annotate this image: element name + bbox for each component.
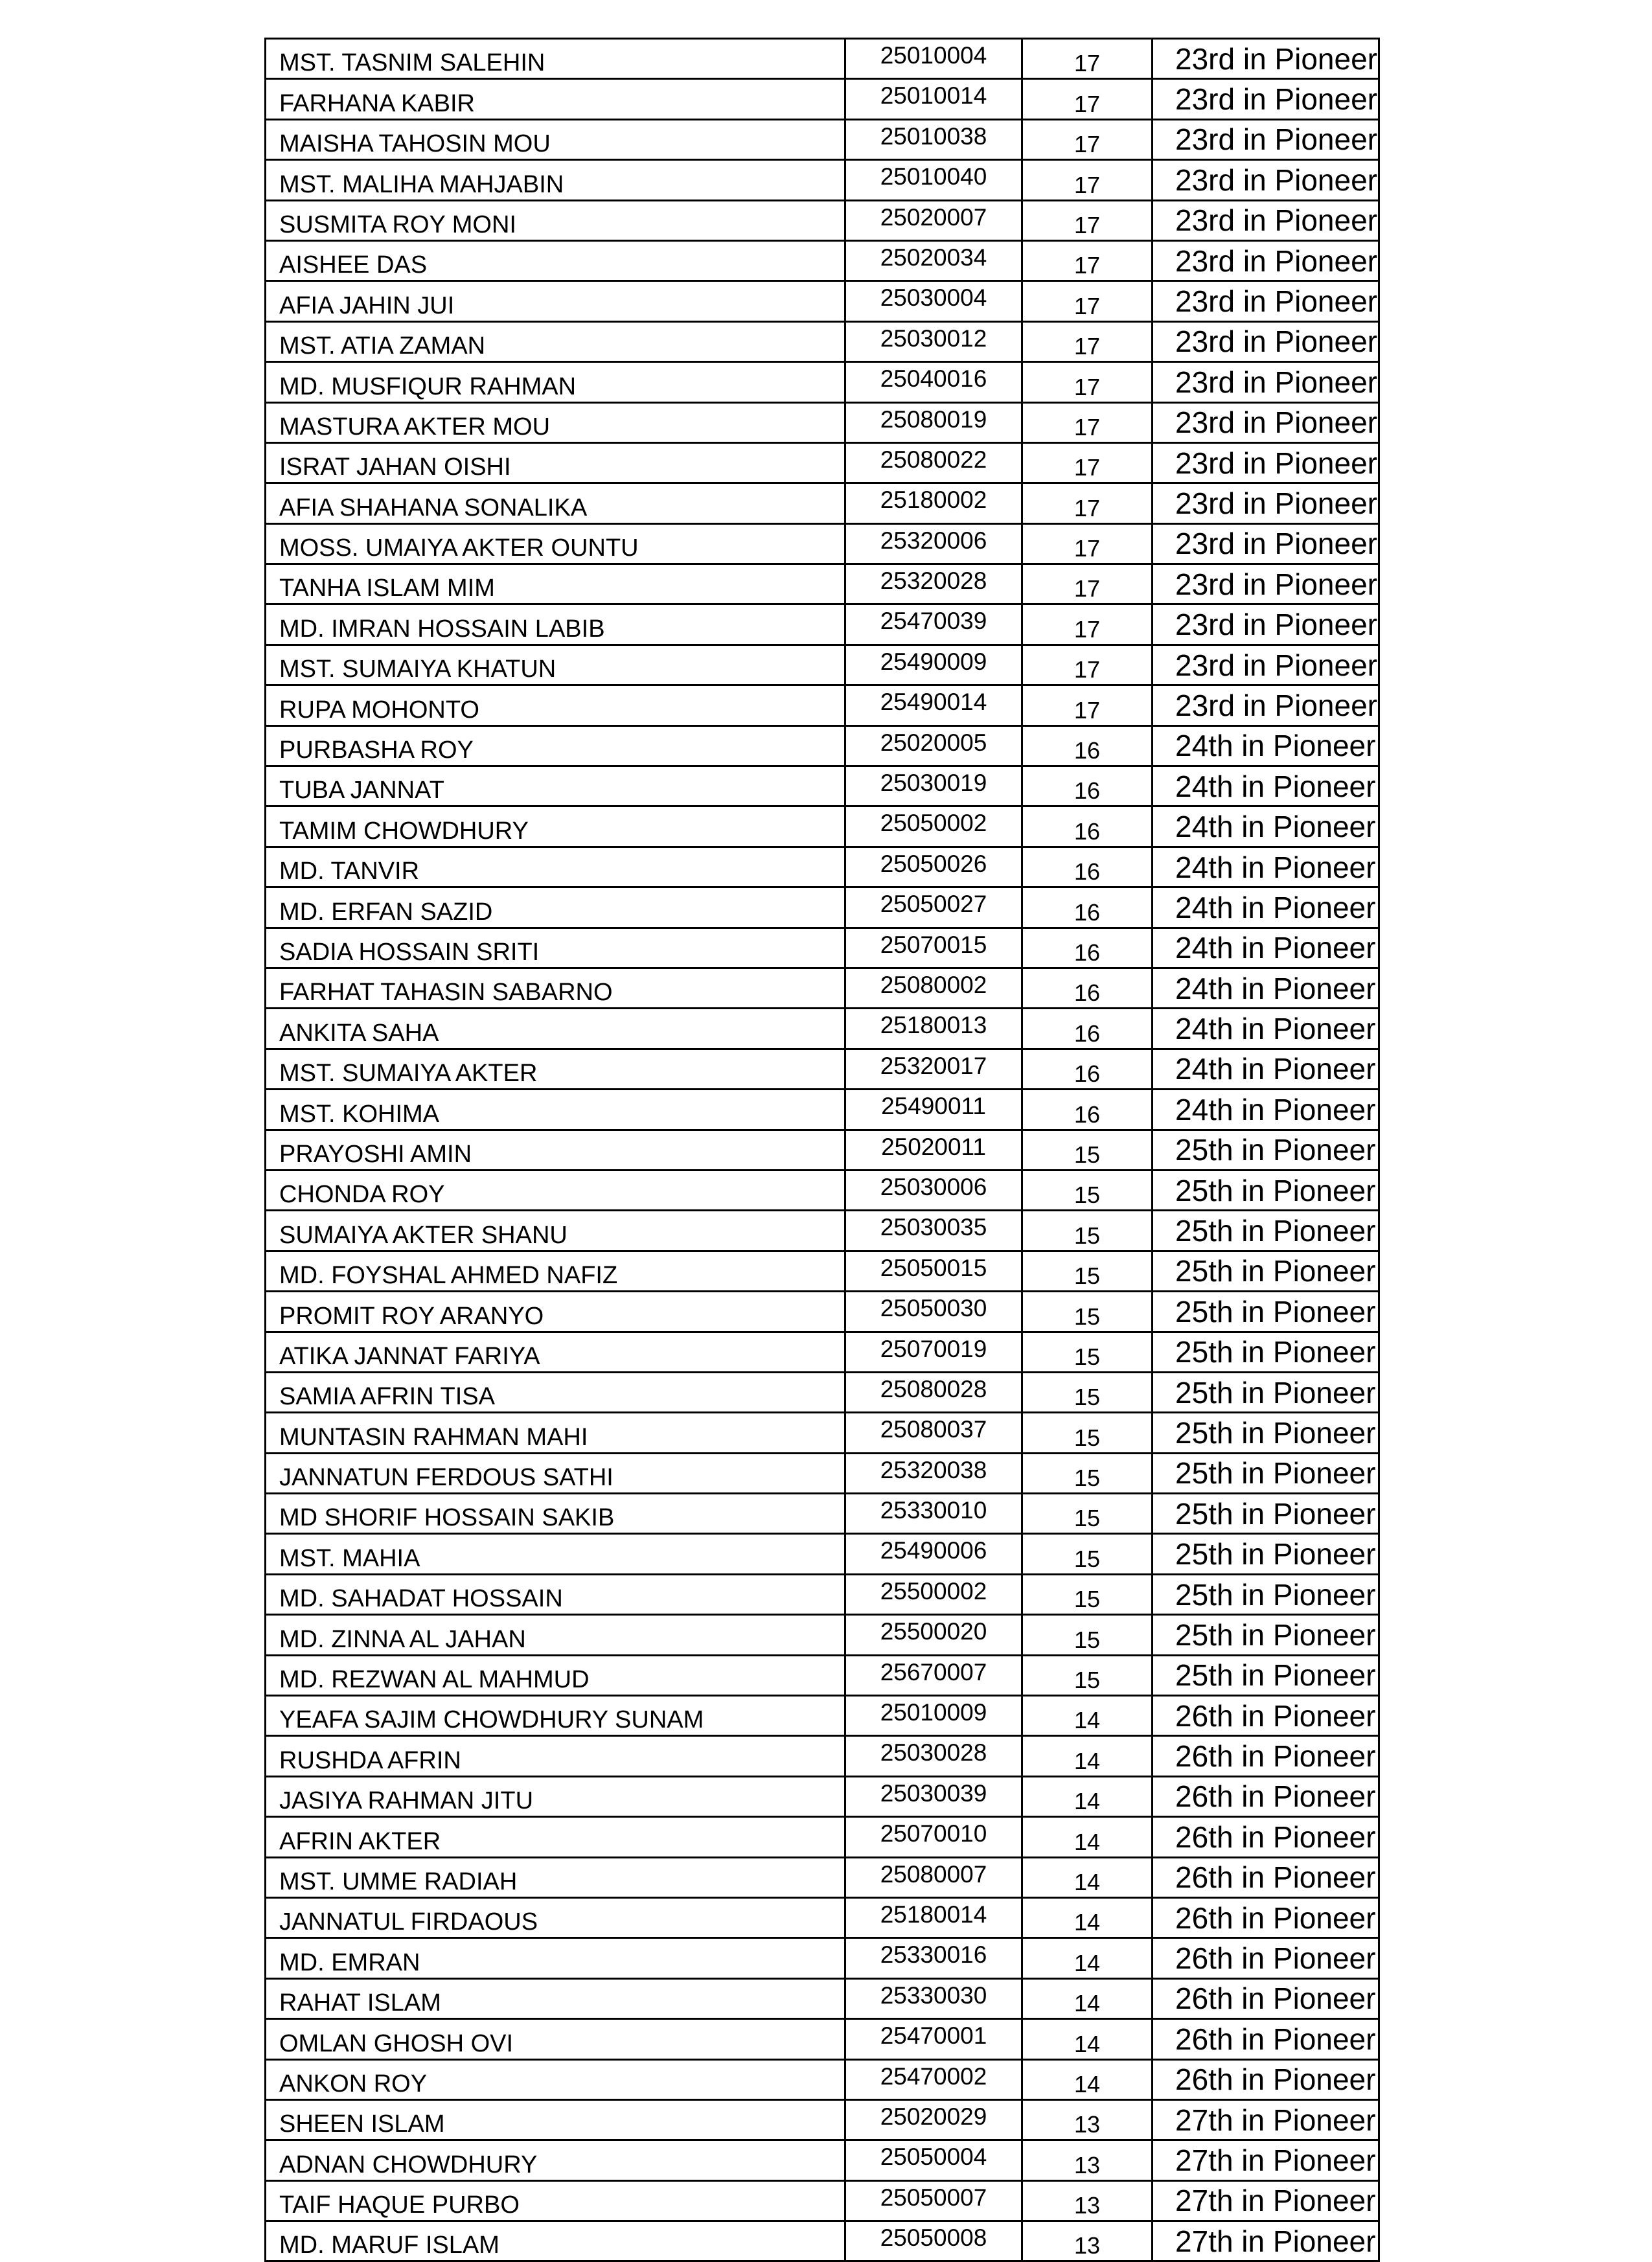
student-name-cell: TANHA ISLAM MIM — [266, 564, 845, 604]
merit-position-cell: 26th in Pioneer — [1153, 1817, 1379, 1857]
merit-position-cell: 25th in Pioneer — [1153, 1615, 1379, 1655]
table-row — [266, 806, 1379, 847]
merit-position-cell: 24th in Pioneer — [1153, 887, 1379, 928]
marks-cell: 15 — [1022, 1332, 1153, 1372]
roll-number-cell: 25070019 — [845, 1332, 1022, 1372]
student-name-cell: MD. EMRAN — [266, 1938, 845, 1978]
merit-position-cell: 24th in Pioneer — [1153, 1009, 1379, 1049]
roll-number-cell: 25020034 — [845, 240, 1022, 280]
table-row — [266, 1211, 1379, 1251]
student-name-cell: MD. SAHADAT HOSSAIN — [266, 1574, 845, 1614]
marks-cell: 15 — [1022, 1494, 1153, 1534]
marks-cell: 15 — [1022, 1170, 1153, 1210]
marks-cell: 17 — [1022, 483, 1153, 523]
marks-cell: 15 — [1022, 1574, 1153, 1614]
table-row — [266, 321, 1379, 361]
roll-number-cell: 25030004 — [845, 281, 1022, 321]
table-row — [266, 362, 1379, 402]
merit-position-cell: 24th in Pioneer — [1153, 847, 1379, 887]
roll-number-cell: 25030028 — [845, 1736, 1022, 1776]
marks-cell: 15 — [1022, 1453, 1153, 1493]
merit-position-cell: 24th in Pioneer — [1153, 1090, 1379, 1130]
marks-cell: 16 — [1022, 968, 1153, 1008]
table-row — [266, 766, 1379, 806]
marks-cell: 13 — [1022, 2140, 1153, 2180]
marks-cell: 15 — [1022, 1615, 1153, 1655]
student-name-cell: MD. REZWAN AL MAHMUD — [266, 1655, 845, 1695]
table-row — [266, 1776, 1379, 1816]
student-name-cell: MD. MARUF ISLAM — [266, 2221, 845, 2261]
student-name-cell: JASIYA RAHMAN JITU — [266, 1776, 845, 1816]
merit-position-cell: 23rd in Pioneer — [1153, 483, 1379, 523]
table-row — [266, 2140, 1379, 2180]
student-name-cell: ANKON ROY — [266, 2059, 845, 2099]
merit-position-cell: 24th in Pioneer — [1153, 928, 1379, 968]
student-name-cell: ANKITA SAHA — [266, 1009, 845, 1049]
marks-cell: 17 — [1022, 362, 1153, 402]
marks-cell: 15 — [1022, 1130, 1153, 1170]
student-name-cell: SHEEN ISLAM — [266, 2099, 845, 2140]
results-table — [264, 38, 1380, 2262]
merit-position-cell: 25th in Pioneer — [1153, 1372, 1379, 1412]
merit-position-cell: 23rd in Pioneer — [1153, 79, 1379, 119]
roll-number-cell: 25070015 — [845, 928, 1022, 968]
student-name-cell: AFIA SHAHANA SONALIKA — [266, 483, 845, 523]
merit-position-cell: 24th in Pioneer — [1153, 1049, 1379, 1089]
marks-cell: 15 — [1022, 1211, 1153, 1251]
marks-cell: 14 — [1022, 1897, 1153, 1937]
student-name-cell: MASTURA AKTER MOU — [266, 402, 845, 442]
roll-number-cell: 25050015 — [845, 1251, 1022, 1291]
table-row — [266, 1655, 1379, 1695]
table-row — [266, 564, 1379, 604]
table-row — [266, 1332, 1379, 1372]
marks-cell: 17 — [1022, 604, 1153, 645]
student-name-cell: MST. TASNIM SALEHIN — [266, 39, 845, 79]
student-name-cell: TAMIM CHOWDHURY — [266, 806, 845, 847]
student-name-cell: MD. ZINNA AL JAHAN — [266, 1615, 845, 1655]
student-name-cell: MST. MAHIA — [266, 1534, 845, 1574]
merit-position-cell: 25th in Pioneer — [1153, 1332, 1379, 1372]
roll-number-cell: 25040016 — [845, 362, 1022, 402]
marks-cell: 17 — [1022, 79, 1153, 119]
marks-cell: 16 — [1022, 1090, 1153, 1130]
merit-position-cell: 23rd in Pioneer — [1153, 39, 1379, 79]
marks-cell: 15 — [1022, 1251, 1153, 1291]
roll-number-cell: 25490006 — [845, 1534, 1022, 1574]
merit-position-cell: 26th in Pioneer — [1153, 1978, 1379, 2018]
student-name-cell: FARHANA KABIR — [266, 79, 845, 119]
table-row — [266, 2019, 1379, 2059]
roll-number-cell: 25030019 — [845, 766, 1022, 806]
marks-cell: 13 — [1022, 2221, 1153, 2261]
marks-cell: 14 — [1022, 1736, 1153, 1776]
student-name-cell: JANNATUN FERDOUS SATHI — [266, 1453, 845, 1493]
student-name-cell: MUNTASIN RAHMAN MAHI — [266, 1413, 845, 1453]
marks-cell: 15 — [1022, 1655, 1153, 1695]
merit-position-cell: 25th in Pioneer — [1153, 1251, 1379, 1291]
marks-cell: 16 — [1022, 847, 1153, 887]
merit-position-cell: 27th in Pioneer — [1153, 2180, 1379, 2221]
roll-number-cell: 25010009 — [845, 1696, 1022, 1736]
roll-number-cell: 25080028 — [845, 1372, 1022, 1412]
merit-position-cell: 23rd in Pioneer — [1153, 604, 1379, 645]
student-name-cell: MST. KOHIMA — [266, 1090, 845, 1130]
table-row — [266, 1817, 1379, 1857]
merit-position-cell: 26th in Pioneer — [1153, 1696, 1379, 1736]
table-row — [266, 402, 1379, 442]
merit-position-cell: 24th in Pioneer — [1153, 766, 1379, 806]
roll-number-cell: 25320038 — [845, 1453, 1022, 1493]
student-name-cell: RUPA MOHONTO — [266, 685, 845, 725]
marks-cell: 17 — [1022, 685, 1153, 725]
roll-number-cell: 25080037 — [845, 1413, 1022, 1453]
merit-position-cell: 26th in Pioneer — [1153, 1857, 1379, 1897]
student-name-cell: MST. SUMAIYA KHATUN — [266, 645, 845, 685]
roll-number-cell: 25020007 — [845, 200, 1022, 240]
table-row — [266, 160, 1379, 200]
marks-cell: 14 — [1022, 2059, 1153, 2099]
merit-position-cell: 27th in Pioneer — [1153, 2221, 1379, 2261]
table-row — [266, 119, 1379, 159]
merit-position-cell: 25th in Pioneer — [1153, 1170, 1379, 1210]
roll-number-cell: 25050030 — [845, 1292, 1022, 1332]
table-row — [266, 725, 1379, 766]
table-row — [266, 1251, 1379, 1291]
student-name-cell: PURBASHA ROY — [266, 725, 845, 766]
roll-number-cell: 25320006 — [845, 523, 1022, 564]
roll-number-cell: 25670007 — [845, 1655, 1022, 1695]
student-name-cell: RAHAT ISLAM — [266, 1978, 845, 2018]
roll-number-cell: 25470039 — [845, 604, 1022, 645]
table-row — [266, 79, 1379, 119]
student-name-cell: MAISHA TAHOSIN MOU — [266, 119, 845, 159]
merit-position-cell: 23rd in Pioneer — [1153, 685, 1379, 725]
marks-cell: 17 — [1022, 321, 1153, 361]
marks-cell: 14 — [1022, 1696, 1153, 1736]
roll-number-cell: 25330016 — [845, 1938, 1022, 1978]
marks-cell: 13 — [1022, 2180, 1153, 2221]
merit-position-cell: 27th in Pioneer — [1153, 2099, 1379, 2140]
marks-cell: 17 — [1022, 119, 1153, 159]
student-name-cell: PRAYOSHI AMIN — [266, 1130, 845, 1170]
table-row — [266, 1494, 1379, 1534]
student-name-cell: MD. FOYSHAL AHMED NAFIZ — [266, 1251, 845, 1291]
roll-number-cell: 25030012 — [845, 321, 1022, 361]
table-row — [266, 604, 1379, 645]
marks-cell: 15 — [1022, 1534, 1153, 1574]
table-row — [266, 645, 1379, 685]
marks-cell: 16 — [1022, 766, 1153, 806]
student-name-cell: MD. ERFAN SAZID — [266, 887, 845, 928]
table-row — [266, 928, 1379, 968]
student-name-cell: MOSS. UMAIYA AKTER OUNTU — [266, 523, 845, 564]
roll-number-cell: 25490014 — [845, 685, 1022, 725]
roll-number-cell: 25490011 — [845, 1090, 1022, 1130]
marks-cell: 14 — [1022, 1938, 1153, 1978]
student-name-cell: JANNATUL FIRDAOUS — [266, 1897, 845, 1937]
student-name-cell: TUBA JANNAT — [266, 766, 845, 806]
merit-position-cell: 26th in Pioneer — [1153, 1776, 1379, 1816]
table-row — [266, 685, 1379, 725]
merit-position-cell: 23rd in Pioneer — [1153, 119, 1379, 159]
roll-number-cell: 25010004 — [845, 39, 1022, 79]
table-row — [266, 1049, 1379, 1089]
student-name-cell: RUSHDA AFRIN — [266, 1736, 845, 1776]
merit-position-cell: 23rd in Pioneer — [1153, 321, 1379, 361]
roll-number-cell: 25030035 — [845, 1211, 1022, 1251]
marks-cell: 17 — [1022, 240, 1153, 280]
roll-number-cell: 25080002 — [845, 968, 1022, 1008]
merit-position-cell: 26th in Pioneer — [1153, 1938, 1379, 1978]
merit-position-cell: 26th in Pioneer — [1153, 1736, 1379, 1776]
table-row — [266, 281, 1379, 321]
table-row — [266, 887, 1379, 928]
table-row — [266, 1372, 1379, 1412]
table-row — [266, 1009, 1379, 1049]
roll-number-cell: 25050027 — [845, 887, 1022, 928]
roll-number-cell: 25010040 — [845, 160, 1022, 200]
roll-number-cell: 25320028 — [845, 564, 1022, 604]
marks-cell: 14 — [1022, 1817, 1153, 1857]
table-row — [266, 2221, 1379, 2261]
merit-position-cell: 25th in Pioneer — [1153, 1574, 1379, 1614]
roll-number-cell: 25020029 — [845, 2099, 1022, 2140]
roll-number-cell: 25500020 — [845, 1615, 1022, 1655]
merit-position-cell: 24th in Pioneer — [1153, 806, 1379, 847]
merit-position-cell: 26th in Pioneer — [1153, 2019, 1379, 2059]
roll-number-cell: 25080022 — [845, 442, 1022, 483]
table-row — [266, 1574, 1379, 1614]
student-name-cell: MST. MALIHA MAHJABIN — [266, 160, 845, 200]
marks-cell: 17 — [1022, 281, 1153, 321]
marks-cell: 16 — [1022, 1009, 1153, 1049]
student-name-cell: PROMIT ROY ARANYO — [266, 1292, 845, 1332]
student-name-cell: ISRAT JAHAN OISHI — [266, 442, 845, 483]
table-row — [266, 1615, 1379, 1655]
student-name-cell: SAMIA AFRIN TISA — [266, 1372, 845, 1412]
merit-position-cell: 23rd in Pioneer — [1153, 240, 1379, 280]
roll-number-cell: 25050007 — [845, 2180, 1022, 2221]
roll-number-cell: 25180002 — [845, 483, 1022, 523]
table-row — [266, 1534, 1379, 1574]
roll-number-cell: 25080007 — [845, 1857, 1022, 1897]
student-name-cell: YEAFA SAJIM CHOWDHURY SUNAM — [266, 1696, 845, 1736]
merit-position-cell: 26th in Pioneer — [1153, 2059, 1379, 2099]
merit-position-cell: 23rd in Pioneer — [1153, 523, 1379, 564]
table-row — [266, 200, 1379, 240]
table-row — [266, 39, 1379, 79]
table-row — [266, 240, 1379, 280]
results-table-body — [266, 39, 1379, 2261]
table-row — [266, 847, 1379, 887]
table-row — [266, 1292, 1379, 1332]
roll-number-cell: 25470001 — [845, 2019, 1022, 2059]
student-name-cell: MD SHORIF HOSSAIN SAKIB — [266, 1494, 845, 1534]
roll-number-cell: 25180014 — [845, 1897, 1022, 1937]
table-row — [266, 1696, 1379, 1736]
student-name-cell: MST. SUMAIYA AKTER — [266, 1049, 845, 1089]
marks-cell: 16 — [1022, 725, 1153, 766]
table-row — [266, 2059, 1379, 2099]
table-row — [266, 1413, 1379, 1453]
merit-position-cell: 25th in Pioneer — [1153, 1130, 1379, 1170]
merit-position-cell: 27th in Pioneer — [1153, 2140, 1379, 2180]
table-row — [266, 968, 1379, 1008]
merit-position-cell: 23rd in Pioneer — [1153, 564, 1379, 604]
merit-position-cell: 23rd in Pioneer — [1153, 200, 1379, 240]
table-row — [266, 1897, 1379, 1937]
student-name-cell: AFRIN AKTER — [266, 1817, 845, 1857]
merit-position-cell: 25th in Pioneer — [1153, 1494, 1379, 1534]
merit-position-cell: 23rd in Pioneer — [1153, 402, 1379, 442]
student-name-cell: MD. MUSFIQUR RAHMAN — [266, 362, 845, 402]
merit-position-cell: 25th in Pioneer — [1153, 1211, 1379, 1251]
student-name-cell: SUMAIYA AKTER SHANU — [266, 1211, 845, 1251]
marks-cell: 15 — [1022, 1413, 1153, 1453]
table-row — [266, 1130, 1379, 1170]
marks-cell: 16 — [1022, 806, 1153, 847]
marks-cell: 14 — [1022, 2019, 1153, 2059]
roll-number-cell: 25320017 — [845, 1049, 1022, 1089]
roll-number-cell: 25080019 — [845, 402, 1022, 442]
merit-position-cell: 23rd in Pioneer — [1153, 160, 1379, 200]
marks-cell: 17 — [1022, 564, 1153, 604]
roll-number-cell: 25020005 — [845, 725, 1022, 766]
merit-position-cell: 25th in Pioneer — [1153, 1655, 1379, 1695]
roll-number-cell: 25050004 — [845, 2140, 1022, 2180]
merit-position-cell: 25th in Pioneer — [1153, 1534, 1379, 1574]
marks-cell: 15 — [1022, 1292, 1153, 1332]
student-name-cell: MD. IMRAN HOSSAIN LABIB — [266, 604, 845, 645]
table-row — [266, 2180, 1379, 2221]
merit-position-cell: 24th in Pioneer — [1153, 725, 1379, 766]
marks-cell: 17 — [1022, 39, 1153, 79]
marks-cell: 17 — [1022, 160, 1153, 200]
student-name-cell: AFIA JAHIN JUI — [266, 281, 845, 321]
roll-number-cell: 25010014 — [845, 79, 1022, 119]
student-name-cell: CHONDA ROY — [266, 1170, 845, 1210]
marks-cell: 17 — [1022, 523, 1153, 564]
marks-cell: 15 — [1022, 1372, 1153, 1412]
merit-position-cell: 25th in Pioneer — [1153, 1292, 1379, 1332]
table-row — [266, 1170, 1379, 1210]
marks-cell: 16 — [1022, 1049, 1153, 1089]
student-name-cell: TAIF HAQUE PURBO — [266, 2180, 845, 2221]
marks-cell: 16 — [1022, 928, 1153, 968]
marks-cell: 14 — [1022, 1857, 1153, 1897]
marks-cell: 14 — [1022, 1978, 1153, 2018]
marks-cell: 17 — [1022, 645, 1153, 685]
student-name-cell: MD. TANVIR — [266, 847, 845, 887]
merit-position-cell: 25th in Pioneer — [1153, 1413, 1379, 1453]
student-name-cell: ADNAN CHOWDHURY — [266, 2140, 845, 2180]
student-name-cell: SUSMITA ROY MONI — [266, 200, 845, 240]
merit-position-cell: 23rd in Pioneer — [1153, 362, 1379, 402]
table-row — [266, 1090, 1379, 1130]
roll-number-cell: 25050026 — [845, 847, 1022, 887]
roll-number-cell: 25050008 — [845, 2221, 1022, 2261]
roll-number-cell: 25330030 — [845, 1978, 1022, 2018]
marks-cell: 16 — [1022, 887, 1153, 928]
table-row — [266, 1978, 1379, 2018]
roll-number-cell: 25050002 — [845, 806, 1022, 847]
table-row — [266, 483, 1379, 523]
roll-number-cell: 25330010 — [845, 1494, 1022, 1534]
table-row — [266, 1938, 1379, 1978]
roll-number-cell: 25010038 — [845, 119, 1022, 159]
merit-position-cell: 23rd in Pioneer — [1153, 645, 1379, 685]
student-name-cell: AISHEE DAS — [266, 240, 845, 280]
marks-cell: 17 — [1022, 402, 1153, 442]
roll-number-cell: 25070010 — [845, 1817, 1022, 1857]
roll-number-cell: 25470002 — [845, 2059, 1022, 2099]
roll-number-cell: 25180013 — [845, 1009, 1022, 1049]
table-row — [266, 2099, 1379, 2140]
table-row — [266, 1857, 1379, 1897]
roll-number-cell: 25500002 — [845, 1574, 1022, 1614]
roll-number-cell: 25490009 — [845, 645, 1022, 685]
student-name-cell: MST. ATIA ZAMAN — [266, 321, 845, 361]
student-name-cell: SADIA HOSSAIN SRITI — [266, 928, 845, 968]
merit-position-cell: 23rd in Pioneer — [1153, 442, 1379, 483]
table-row — [266, 442, 1379, 483]
marks-cell: 17 — [1022, 200, 1153, 240]
merit-position-cell: 24th in Pioneer — [1153, 968, 1379, 1008]
roll-number-cell: 25030006 — [845, 1170, 1022, 1210]
table-row — [266, 1453, 1379, 1493]
marks-cell: 17 — [1022, 442, 1153, 483]
student-name-cell: MST. UMME RADIAH — [266, 1857, 845, 1897]
student-name-cell: ATIKA JANNAT FARIYA — [266, 1332, 845, 1372]
table-row — [266, 1736, 1379, 1776]
marks-cell: 14 — [1022, 1776, 1153, 1816]
roll-number-cell: 25020011 — [845, 1130, 1022, 1170]
table-row — [266, 523, 1379, 564]
roll-number-cell: 25030039 — [845, 1776, 1022, 1816]
student-name-cell: FARHAT TAHASIN SABARNO — [266, 968, 845, 1008]
merit-position-cell: 25th in Pioneer — [1153, 1453, 1379, 1493]
merit-position-cell: 23rd in Pioneer — [1153, 281, 1379, 321]
merit-position-cell: 26th in Pioneer — [1153, 1897, 1379, 1937]
marks-cell: 13 — [1022, 2099, 1153, 2140]
student-name-cell: OMLAN GHOSH OVI — [266, 2019, 845, 2059]
